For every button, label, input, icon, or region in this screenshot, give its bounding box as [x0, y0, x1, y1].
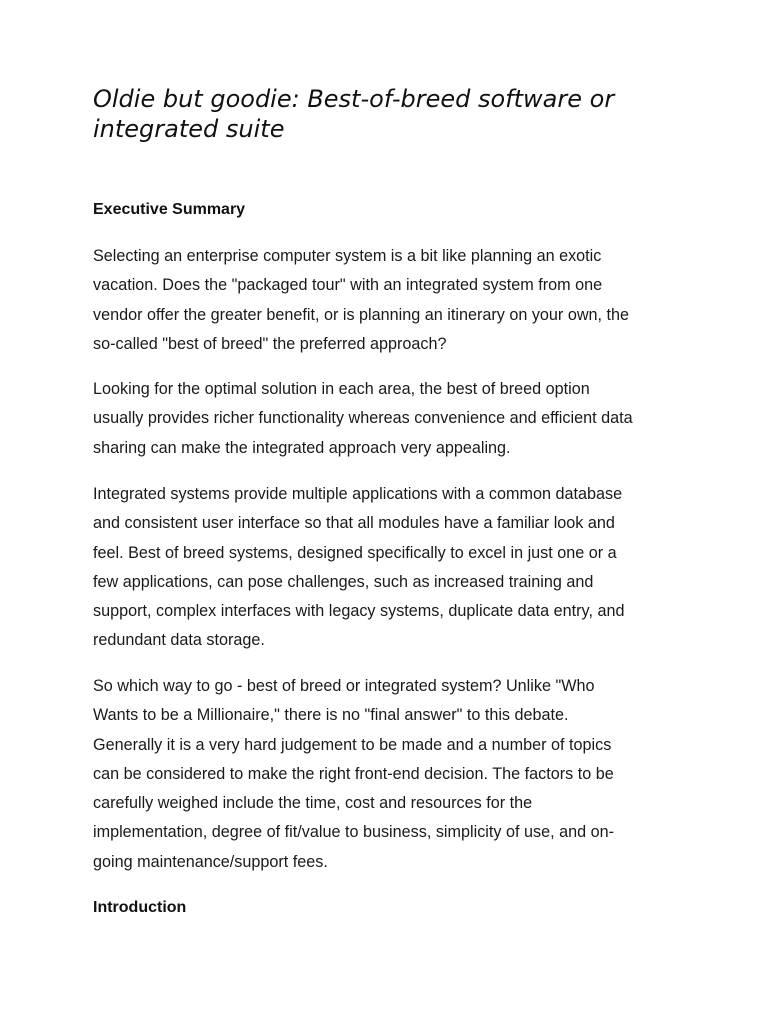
paragraph-1 — [93, 242, 693, 359]
paragraph-line: and consistent user interface so that all modules have a familiar look and — [93, 514, 615, 533]
paragraph-line: redundant data storage. — [93, 631, 265, 650]
paragraph-line: feel. Best of breed systems, designed specifically to excel in just one or a — [93, 543, 617, 562]
paragraph-line: sharing can make the integrated approach very appealing. — [93, 438, 511, 457]
paragraph-line: usually provides richer functionality whereas convenience and efficient data — [93, 409, 633, 428]
paragraph-line: can be considered to make the right front-end decision. The factors to be — [93, 764, 614, 783]
paragraph-line: vacation. Does the "packaged tour" with an integrated system from one — [93, 276, 603, 295]
paragraph-line: Integrated systems provide multiple applications with a common database — [93, 485, 623, 503]
paragraph-line: So which way to go - best of breed or integrated system? Unlike "Who — [93, 677, 595, 695]
paragraph-line: few applications, can pose challenges, such as increased training and — [93, 572, 594, 591]
paragraph-3 — [93, 480, 693, 656]
paragraph-line: so-called "best of breed" the preferred approach? — [93, 334, 447, 353]
paragraph-line: going maintenance/support fees. — [93, 852, 328, 871]
executive-summary-heading: Executive Summary — [93, 201, 246, 218]
paragraph-line: vendor offer the greater benefit, or is planning an itinerary on your own, the — [93, 305, 630, 324]
paragraph-line: Looking for the optimal solution in each area, the best of breed option — [93, 380, 590, 398]
title-line: integrated suite — [93, 115, 285, 143]
paragraph-line: Selecting an enterprise computer system is a bit like planning an exotic — [93, 247, 602, 265]
paragraph-2 — [93, 375, 693, 463]
document-title — [93, 84, 693, 144]
paragraph-line: support, complex interfaces with legacy systems, duplicate data entry, and — [93, 602, 625, 621]
paragraph-line: Generally it is a very hard judgement to be made and a number of topics — [93, 735, 612, 754]
paragraph-line: Wants to be a Millionaire," there is no "final answer" to this debate. — [93, 706, 569, 725]
title-line: Oldie but goodie: Best-of-breed software or — [93, 85, 615, 113]
paragraph-line: implementation, degree of fit/value to business, simplicity of use, and on- — [93, 823, 614, 842]
introduction-heading: Introduction — [93, 899, 187, 916]
paragraph-line: carefully weighed include the time, cost and resources for the — [93, 794, 533, 813]
paragraph-4 — [93, 672, 693, 877]
